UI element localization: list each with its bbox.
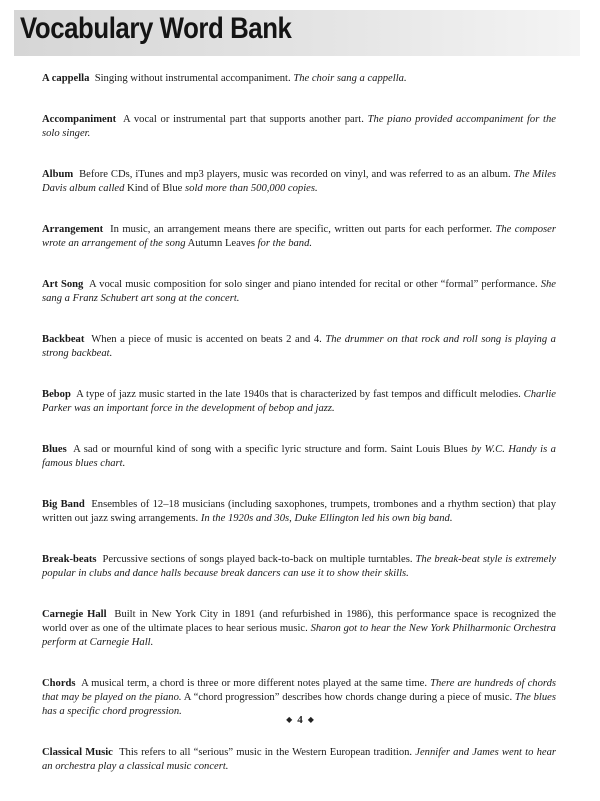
entry-definition: A sad or mournful kind of song with a specific lyric structure and form.: [73, 444, 388, 455]
entry-definition: When a piece of music is accented on beats 2 and 4.: [91, 334, 322, 345]
entry-example: The composer wrote an arrangement of the song: [42, 224, 556, 249]
entry-definition: Built in New York City in 1891 (and refurbished in 1986), this performance space is recognized the world over as one of the ultimate places to hear serious music.: [42, 609, 556, 634]
entry-bebop: [42, 388, 556, 416]
entry-example-end: for the band.: [257, 238, 313, 249]
entry-art-song: [42, 278, 556, 306]
entry-carnegie-hall: [42, 608, 556, 650]
entry-definition: Singing without instrumental accompaniment.: [94, 73, 291, 84]
entry-example: She sang a Franz Schubert art song at the concert.: [42, 279, 556, 304]
page-title: Vocabulary Word Bank: [20, 12, 292, 45]
entry-big-band: [42, 498, 556, 526]
entry-example: The drummer on that rock and roll song is playing a strong backbeat.: [42, 334, 556, 359]
entry-chords: [42, 677, 556, 719]
entry-arrangement: [42, 223, 556, 251]
entry-term: Bebop: [42, 389, 71, 400]
entry-term: Arrangement: [42, 224, 104, 235]
entry-accompaniment: [42, 113, 556, 141]
entry-title-reference: Saint Louis Blues: [390, 444, 468, 455]
vocabulary-list: [42, 72, 556, 801]
entry-example: There are hundreds of chords that may be played on the piano.: [42, 678, 557, 703]
entry-example: The break-beat style is extremely popular in clubs and dance halls because break dancers can use it to show their skills.: [42, 554, 557, 579]
entry-break-beats: [42, 553, 556, 581]
entry-album: [42, 168, 556, 196]
entry-title-reference: Kind of Blue: [127, 183, 183, 194]
entry-blues: [42, 443, 556, 471]
entry-term: Accompaniment: [42, 114, 117, 125]
entry-term: Chords: [42, 678, 76, 689]
entry-backbeat: [42, 333, 556, 361]
entry-example: Charlie Parker was an important force in the development of bebop and jazz.: [42, 389, 556, 414]
entry-definition-continued: A “chord progression” describes how chords change during a piece of music.: [183, 692, 513, 703]
entry-definition: Before CDs, iTunes and mp3 players, music was recorded on vinyl, and was referred to as an album.: [79, 169, 511, 180]
entry-term: A cappella: [42, 73, 90, 84]
entry-classical-music: [42, 746, 556, 774]
entry-term: Big Band: [42, 499, 85, 510]
entry-example: The choir sang a cappella.: [293, 73, 407, 84]
entry-term: Backbeat: [42, 334, 85, 345]
entry-a-cappella: [42, 72, 556, 86]
page-number: 4: [297, 714, 303, 726]
entry-example: by W.C. Handy is a famous blues chart.: [42, 444, 556, 469]
entry-definition: A vocal music composition for solo singer and piano intended for recital or other “formal” performance.: [88, 279, 538, 290]
entry-term: Carnegie Hall: [42, 609, 107, 620]
entry-example: The piano provided accompaniment for the solo singer.: [42, 114, 556, 139]
entry-term: Art Song: [42, 279, 84, 290]
entry-definition: Ensembles of 12–18 musicians (including saxophones, trumpets, trombones and a rhythm section) that play written out jazz swing arrangements.: [42, 499, 556, 524]
entry-example: Jennifer and James went to hear an orchestra play a classical music concert.: [42, 747, 556, 772]
entry-term: Classical Music: [42, 747, 113, 758]
diamond-icon: ◆: [307, 715, 314, 724]
entry-definition: This refers to all “serious” music in the Western European tradition.: [119, 747, 413, 758]
entry-example: The Miles Davis album called: [42, 169, 557, 194]
entry-title-reference: Autumn Leaves: [187, 238, 255, 249]
entry-example-second: The blues has a specific chord progression.: [42, 692, 556, 717]
entry-definition: A vocal or instrumental part that supports another part.: [123, 114, 364, 125]
page-footer: [0, 714, 600, 726]
entry-definition: Percussive sections of songs played back-to-back on multiple turntables.: [102, 554, 413, 565]
entry-term: Break-beats: [42, 554, 97, 565]
entry-example: Sharon got to hear the New York Philharmonic Orchestra perform at Carnegie Hall.: [42, 623, 556, 648]
entry-term: Album: [42, 169, 74, 180]
entry-definition: In music, an arrangement means there are specific, written out parts for each performer.: [110, 224, 492, 235]
entry-definition: A type of jazz music started in the late 1940s that is characterized by fast tempos and difficult melodies.: [76, 389, 521, 400]
entry-definition: A musical term, a chord is three or more different notes played at the same time.: [81, 678, 428, 689]
entry-example-end: sold more than 500,000 copies.: [185, 183, 318, 194]
entry-term: Blues: [42, 444, 67, 455]
entry-example: In the 1920s and 30s, Duke Ellington led his own big band.: [200, 513, 453, 524]
diamond-icon: ◆: [286, 715, 293, 724]
